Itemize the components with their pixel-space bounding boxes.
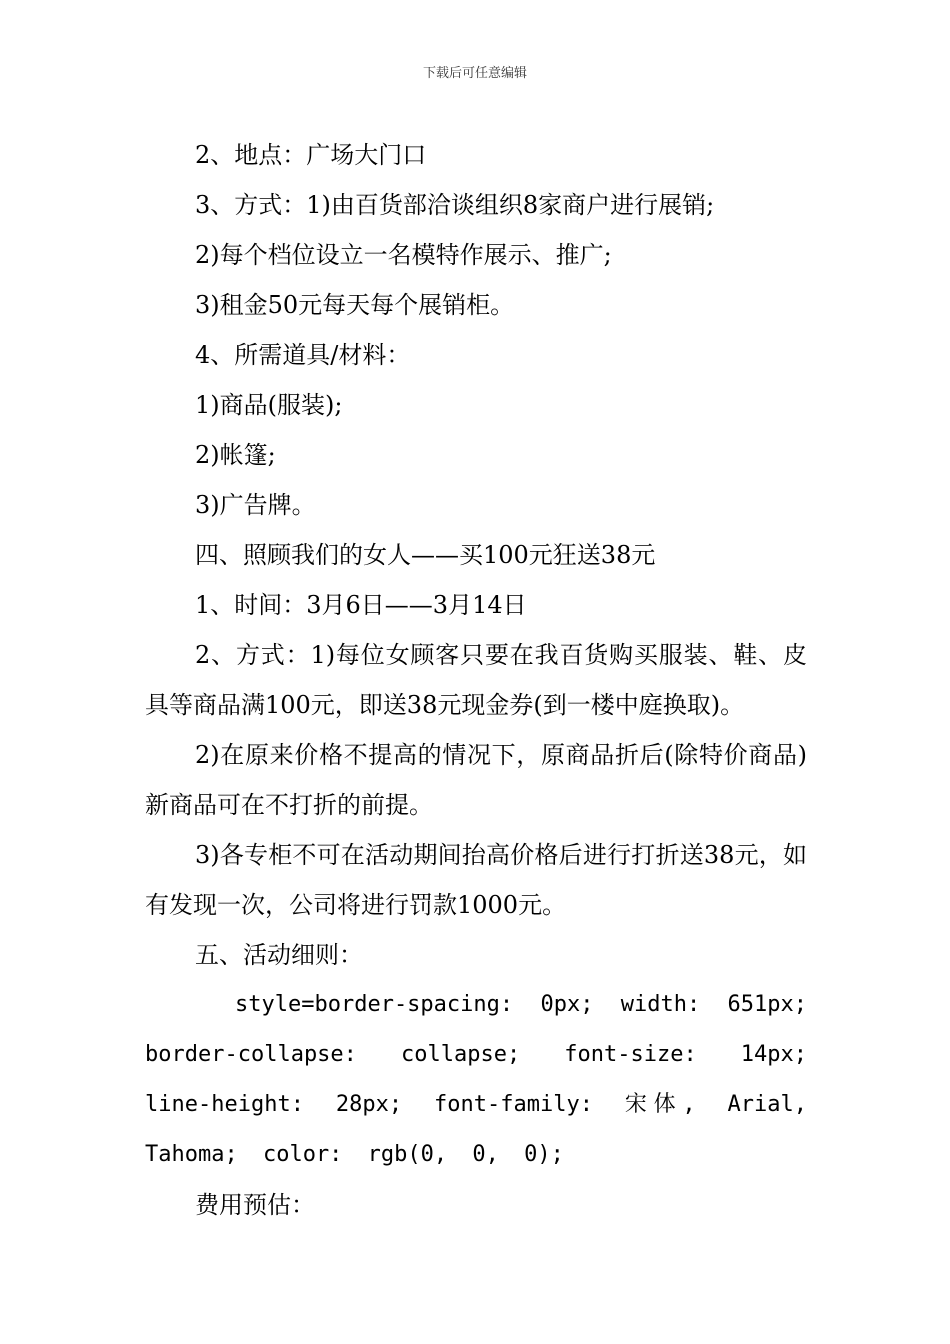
paragraph-penalty: 3)各专柜不可在活动期间抬高价格后进行打折送38元，如有发现一次，公司将进行罚款1000元。	[145, 841, 807, 919]
paragraph-location: 2、地点：广场大门口	[195, 141, 427, 169]
paragraph-material-goods: 1)商品(服装);	[195, 391, 343, 419]
section-heading-five: 五、活动细则：	[195, 941, 363, 969]
section-heading-four: 四、照顾我们的女人——买100元狂送38元	[195, 541, 656, 569]
paragraph-coupon-method: 2、方式：1)每位女顾客只要在我百货购买服装、鞋、皮具等商品满100元，即送38元现金券(到一楼中庭换取)。	[145, 641, 807, 719]
paragraph-rent: 3)租金50元每天每个展销柜。	[195, 291, 515, 319]
paragraph-price-rule: 2)在原来价格不提高的情况下，原商品折后(除特价商品)新商品可在不打折的前提。	[145, 741, 807, 819]
paragraph-model-display: 2)每个档位设立一名模特作展示、推广;	[195, 241, 612, 269]
paragraph-material-tent: 2)帐篷;	[195, 441, 276, 469]
paragraph-time: 1、时间：3月6日——3月14日	[195, 591, 527, 619]
document-body	[145, 130, 807, 1230]
paragraph-style-code: style=border-spacing: 0px; width: 651px; border-collapse: collapse; font-size: 14px; line-height: 28px; font-family: 宋体, Arial, Tahoma; color: rgb(0, 0, 0);	[145, 992, 807, 1167]
page-header: 下载后可任意编辑	[422, 66, 527, 81]
paragraph-materials-heading: 4、所需道具/材料：	[195, 341, 411, 369]
paragraph-method: 3、方式：1)由百货部洽谈组织8家商户进行展销;	[195, 191, 715, 219]
paragraph-material-billboard: 3)广告牌。	[195, 491, 316, 519]
paragraph-cost-estimate: 费用预估：	[195, 1191, 315, 1219]
